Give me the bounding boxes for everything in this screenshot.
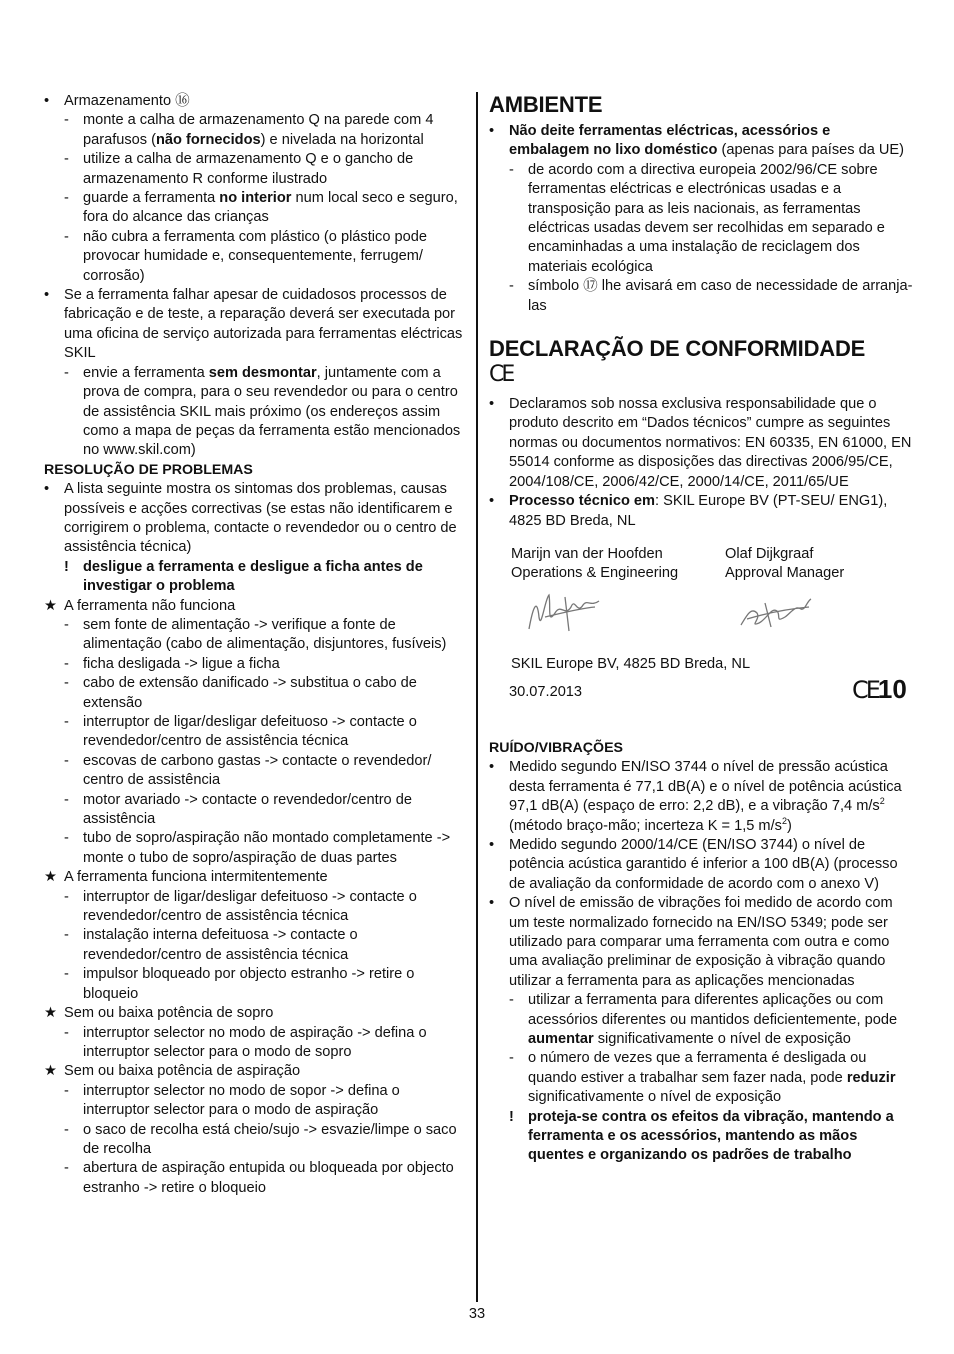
remedy-item: - motor avariado -> contacte o revendedor/centro de assistência [64,791,412,828]
company-address: SKIL Europe BV, 4825 BD Breda, NL [511,655,751,672]
remedy-item: - interruptor de ligar/desligar defeituoso -> contacte o revendedor/centro de assistência técnica [64,888,417,925]
symptom-heading: ★ Sem ou baixa potência de aspiração [44,1063,301,1080]
declaration-date: 30.07.2013 [509,683,583,700]
remedy-item: - interruptor de ligar/desligar defeituoso -> contacte o revendedor/centro de assistência técnica [64,714,417,750]
ce-mark-icon: CE [489,362,513,388]
conformity-heading: DECLARAÇÃO DE CONFORMIDADE [489,336,866,362]
vibration-item: - o número de vezes que a ferramenta é desligada ou quando estiver a trabalhar sem fazer nada, pode reduzir significativamente o nível de exposição [509,1050,896,1106]
remedy-item: - interruptor selector no modo de sopor -> defina o interruptor selector para o modo de aspiração [64,1082,400,1119]
troubleshooting-warning: ! desligue a ferramenta e desligue a ficha antes de investigar o problema [64,558,423,595]
ce-year-mark: CE10 [852,673,907,704]
page-number: 33 [468,1306,486,1322]
noise-bullet: • Medido segundo 2000/14/CE (EN/ISO 3744) o nível de potência acústica garantido é inferior a 100 dB(A) (processo de avaliação da conformidade de acordo com o anexo V) [489,836,898,892]
ambiente-bullet: • Não deite ferramentas eléctricas, acessórios e embalagem no lixo doméstico (apenas para países da UE) [489,123,905,159]
storage-item: - utilize a calha de armazenamento Q e o gancho de armazenamento R conforme ilustrado [64,151,414,187]
noise-heading: RUÍDO/VIBRAÇÕES [489,739,624,756]
signatory-1: Marijn van der Hoofden Operations & Engineering [511,545,679,582]
left-column [44,92,466,1198]
ambiente-item: - de acordo com a directiva europeia 2002/96/CE sobre ferramentas eléctricas e electrónicas usadas e a transposição para as leis nacionais, as ferramentas eléctricas usadas devem ser recolhidas em separado e encaminhadas a uma instalação de reciclagem dos materiais ecológica [509,161,885,275]
troubleshooting-groups [44,597,466,1199]
remedy-item: - interruptor selector no modo de aspiração -> defina o interruptor selector para o modo de sopro [64,1024,427,1060]
remedy-item: - abertura de aspiração entupida ou bloqueada por objecto estranho -> retire o bloqueio [64,1160,454,1196]
declaration-bullet: • Declaramos sob nossa exclusiva responsabilidade que o produto descrito em “Dados técnicos” cumpre as seguintes normas ou documentos normativos: EN 60335, EN 61000, EN 55014 conforme as disposições das directivas 2006/95/CE, 2004/108/CE, 2006/42/CE, 2000/14/CE, 2011/65/UE [489,396,912,490]
signature-1-icon [525,587,605,637]
remedy-item: - ficha desligada -> ligue a ficha [64,655,280,672]
signatory-2: Olaf Dijkgraaf Approval Manager [725,545,845,582]
storage-item: - não cubra a ferramenta com plástico (o plástico pode provocar humidade e, consequentemente, ferrugem/ corrosão) [64,228,427,284]
troubleshooting-heading: RESOLUÇÃO DE PROBLEMAS [44,461,253,478]
vibration-item: - utilizar a ferramenta para diferentes aplicações ou com acessórios diferentes ou mantidos deficientemente, pode aumentar significativamente o nível de exposição [509,992,898,1047]
remedy-item: - tubo de sopro/aspiração não montado completamente -> monte o tubo de sopro/aspiração de duas partes [64,830,451,866]
storage-heading: Armazenamento ⑯ [64,93,190,109]
vibration-bullet: • O nível de emissão de vibrações foi medido de acordo com um teste normalizado fornecido na EN/ISO 5349; pode ser utilizado para comparar uma ferramenta com outra e como uma avaliação preliminar de exposição à vibração quando utilizar a ferramenta para as aplicações mencionadas [489,895,893,989]
ce-mark-icon: CE [852,675,878,704]
ambiente-heading: AMBIENTE [489,92,603,117]
noise-bullet: • Medido segundo EN/ISO 3744 o nível de pressão acústica desta ferramenta é 77,1 dB(A) e o nível de potência acústica 97,1 dB(A) (espaço de erro: 2,2 dB), e a vibração 7,4 $m/s^2$ (método braço-mão; incerteza K = 1,5 $m/s^2$) [489,759,902,834]
remedy-item: - instalação interna defeituosa -> contacte o revendedor/centro de assistência técnica [64,927,358,963]
troubleshooting-intro: • A lista seguinte mostra os sintomas dos problemas, causas possíveis e acções correctivas (se estas não identificarem e corrigirem o problema, contacte o revendedor ou o centro de assistência técnica) [44,481,457,556]
right-column [489,92,913,1166]
symptom-heading: ★ A ferramenta funciona intermitentemente [44,869,328,886]
storage-item: - monte a calha de armazenamento Q na parede com 4 parafusos (não fornecidos) e nivelada na horizontal [64,112,434,148]
technical-file-bullet: • Processo técnico em: SKIL Europe BV (PT-SEU/ ENG1), 4825 BD Breda, NL [489,493,888,529]
service-bullet: • Se a ferramenta falhar apesar de cuidadosos processos de fabricação e de teste, a reparação deverá ser executada por uma oficina de serviço autorizada para ferramentas eléctricas SKIL [44,287,463,362]
symptom-heading: ★ A ferramenta não funciona [44,597,236,614]
remedy-item: - cabo de extensão danificado -> substitua o cabo de extensão [64,675,417,711]
ambiente-item: - símbolo ⑰ lhe avisará em caso de necessidade de arranja-las [509,278,913,314]
column-divider [476,92,478,1302]
signature-2-icon [737,593,815,633]
service-item: - envie a ferramenta sem desmontar, juntamente com a prova de compra, para o seu revendedor ou para o centro de assistência SKIL mais próximo (os endereços assim como a mapa de peças da ferramenta estão mencionados no www.skil.com) [64,364,461,459]
symptom-heading: ★ Sem ou baixa potência de sopro [44,1005,274,1022]
remedy-item: - escovas de carbono gastas -> contacte o revendedor/ centro de assistência [64,752,432,789]
remedy-item: - impulsor bloqueado por objecto estranho -> retire o bloqueio [64,966,415,1002]
remedy-item: - o saco de recolha está cheio/sujo -> esvazie/limpe o saco de recolha [64,1121,457,1157]
signature-block [489,531,913,731]
storage-bullet: • Armazenamento ⑯ [44,93,190,109]
vibration-warning: ! proteja-se contra os efeitos da vibração, mantendo a ferramenta e os acessórios, mantendo as mãos quentes e organizando os padrões de trabalho [509,1108,894,1164]
storage-item: - guarde a ferramenta no interior num local seco e seguro, fora do alcance das crianças [64,190,458,226]
remedy-item: - sem fonte de alimentação -> verifique a fonte de alimentação (cabo de alimentação, disjuntores, fusíveis) [64,616,447,653]
